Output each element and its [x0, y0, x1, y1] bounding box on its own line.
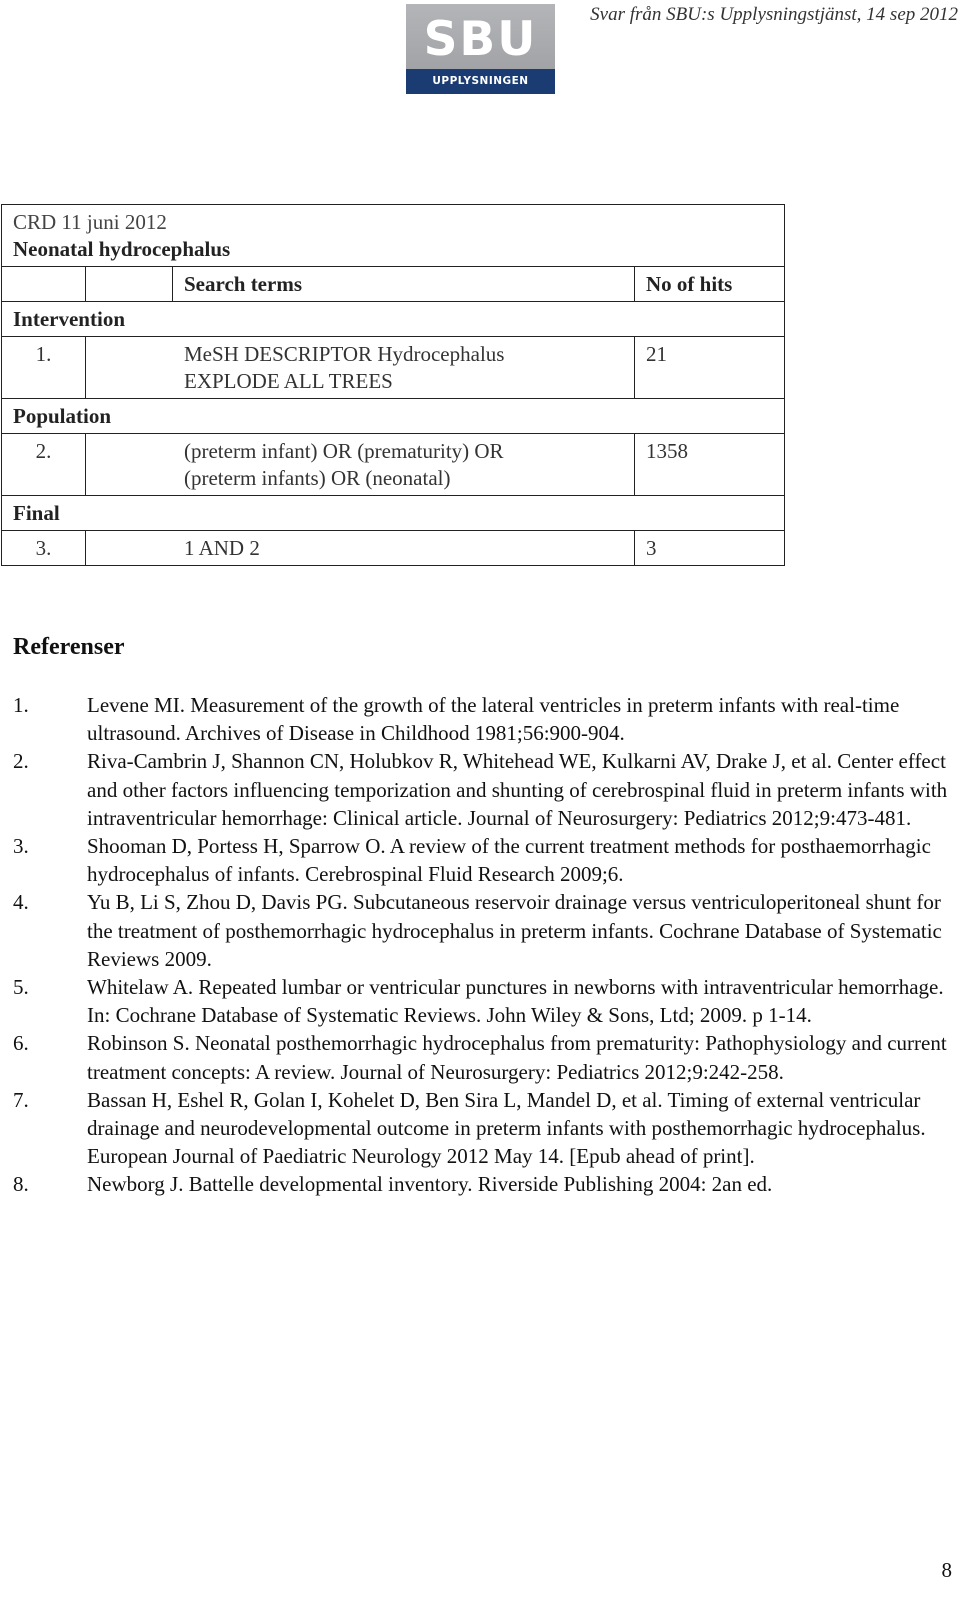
search-number: 1.: [2, 337, 86, 399]
table-row: [2, 434, 785, 496]
reference-number: 3.: [13, 834, 29, 859]
reference-text: Riva-Cambrin J, Shannon CN, Holubkov R, Whitehead WE, Kulkarni AV, Drake J, et al. Center effect and other factors influencing temporization and shunting of cerebrospinal fluid in preterm infants with intraventricular hemorrhage: Clinical article. Journal of Neurosurgery: Pediatrics 2012;9:473-481.: [87, 749, 948, 830]
reference-text: Shooman D, Portess H, Sparrow O. A review of the current treatment methods for posthaemorrhagic hydrocephalus of infants. Cerebrospinal Fluid Research 2009;6.: [87, 834, 931, 887]
reference-number: 5.: [13, 975, 29, 1000]
list-item: [13, 832, 958, 888]
page-number: 8: [941, 1558, 952, 1582]
table-row: [2, 399, 785, 434]
reference-text: Robinson S. Neonatal posthemorrhagic hydrocephalus from prematurity: Pathophysiology and current treatment concepts: A review. Journal of Neurosurgery: Pediatrics 2012;9:242-258.: [87, 1031, 947, 1084]
table-heading-cell: [2, 205, 785, 267]
list-item: [13, 888, 958, 973]
reference-text: Whitelaw A. Repeated lumbar or ventricular punctures in newborns with intraventricular hemorrhage. In: Cochrane Database of Systematic Reviews. John Wiley & Sons, Ltd; 2009. p 1-14.: [87, 975, 944, 1028]
list-item: [13, 1170, 958, 1198]
search-term-line: 1 AND 2: [184, 536, 260, 560]
list-item: [13, 973, 958, 1029]
table-row: [2, 496, 785, 531]
search-terms-cell: [86, 531, 635, 566]
table-row: [2, 302, 785, 337]
reference-text: Levene MI. Measurement of the growth of the lateral ventricles in preterm infants with real-time ultrasound. Archives of Disease in Childhood 1981;56:900-904.: [87, 693, 900, 746]
table-row: [2, 337, 785, 399]
search-terms-cell: [86, 434, 635, 496]
search-number: 3.: [2, 531, 86, 566]
reference-list: [13, 691, 958, 1199]
reference-text: Newborg J. Battelle developmental inventory. Riverside Publishing 2004: 2an ed.: [87, 1172, 773, 1197]
table-row: [2, 205, 785, 267]
logo-subtitle: UPPLYSNINGEN: [406, 69, 555, 94]
reference-number: 6.: [13, 1031, 29, 1056]
reference-text: Yu B, Li S, Zhou D, Davis PG. Subcutaneous reservoir drainage versus ventriculoperitoneal shunt for the treatment of posthemorrhagic hydrocephalus in preterm infants. Cochrane Database of Systematic Reviews 2009.: [87, 890, 942, 971]
header-meta: Svar från SBU:s Upplysningstjänst, 14 sep 2012: [590, 4, 958, 25]
column-header-hits: No of hits: [635, 267, 785, 302]
source-line: CRD 11 juni 2012: [13, 210, 167, 234]
search-number: 2.: [2, 434, 86, 496]
reference-number: 7.: [13, 1087, 29, 1112]
search-terms-cell: [86, 337, 635, 399]
reference-number: 8.: [13, 1172, 29, 1197]
hit-count: 1358: [635, 434, 785, 496]
list-item: [13, 1086, 958, 1171]
column-header-search-terms: Search terms: [173, 267, 635, 302]
hit-count: 21: [635, 337, 785, 399]
search-term-line: MeSH DESCRIPTOR Hydrocephalus: [184, 342, 505, 366]
search-term-line: EXPLODE ALL TREES: [184, 369, 393, 393]
table-title: Neonatal hydrocephalus: [13, 237, 231, 261]
table-row: [2, 531, 785, 566]
search-term-line: (preterm infant) OR (prematurity) OR: [184, 439, 504, 463]
references-heading: Referenser: [13, 634, 125, 660]
section-label: Final: [2, 496, 785, 531]
list-item: [13, 691, 958, 747]
logo-wordmark: SBU: [423, 12, 538, 67]
section-label: Intervention: [2, 302, 785, 337]
reference-number: 2.: [13, 749, 29, 774]
reference-number: 1.: [13, 693, 29, 717]
reference-text: Bassan H, Eshel R, Golan I, Kohelet D, Ben Sira L, Mandel D, et al. Timing of external ventricular drainage and neurodevelopmental outcome in preterm infants with posthemorrhagic hydrocephalus. European Journal of Paediatric Neurology 2012 May 14. [Epub ahead of print].: [87, 1087, 926, 1169]
sbu-logo: [406, 4, 555, 94]
section-label: Population: [2, 399, 785, 434]
search-term-line: (preterm infants) OR (neonatal): [184, 466, 451, 490]
search-strategy-table: [1, 204, 785, 566]
reference-number: 4.: [13, 890, 29, 915]
hit-count: 3: [635, 531, 785, 566]
empty-cell: [86, 267, 173, 302]
table-row: [2, 267, 785, 302]
list-item: [13, 747, 958, 832]
list-item: [13, 1029, 958, 1085]
empty-cell: [2, 267, 86, 302]
